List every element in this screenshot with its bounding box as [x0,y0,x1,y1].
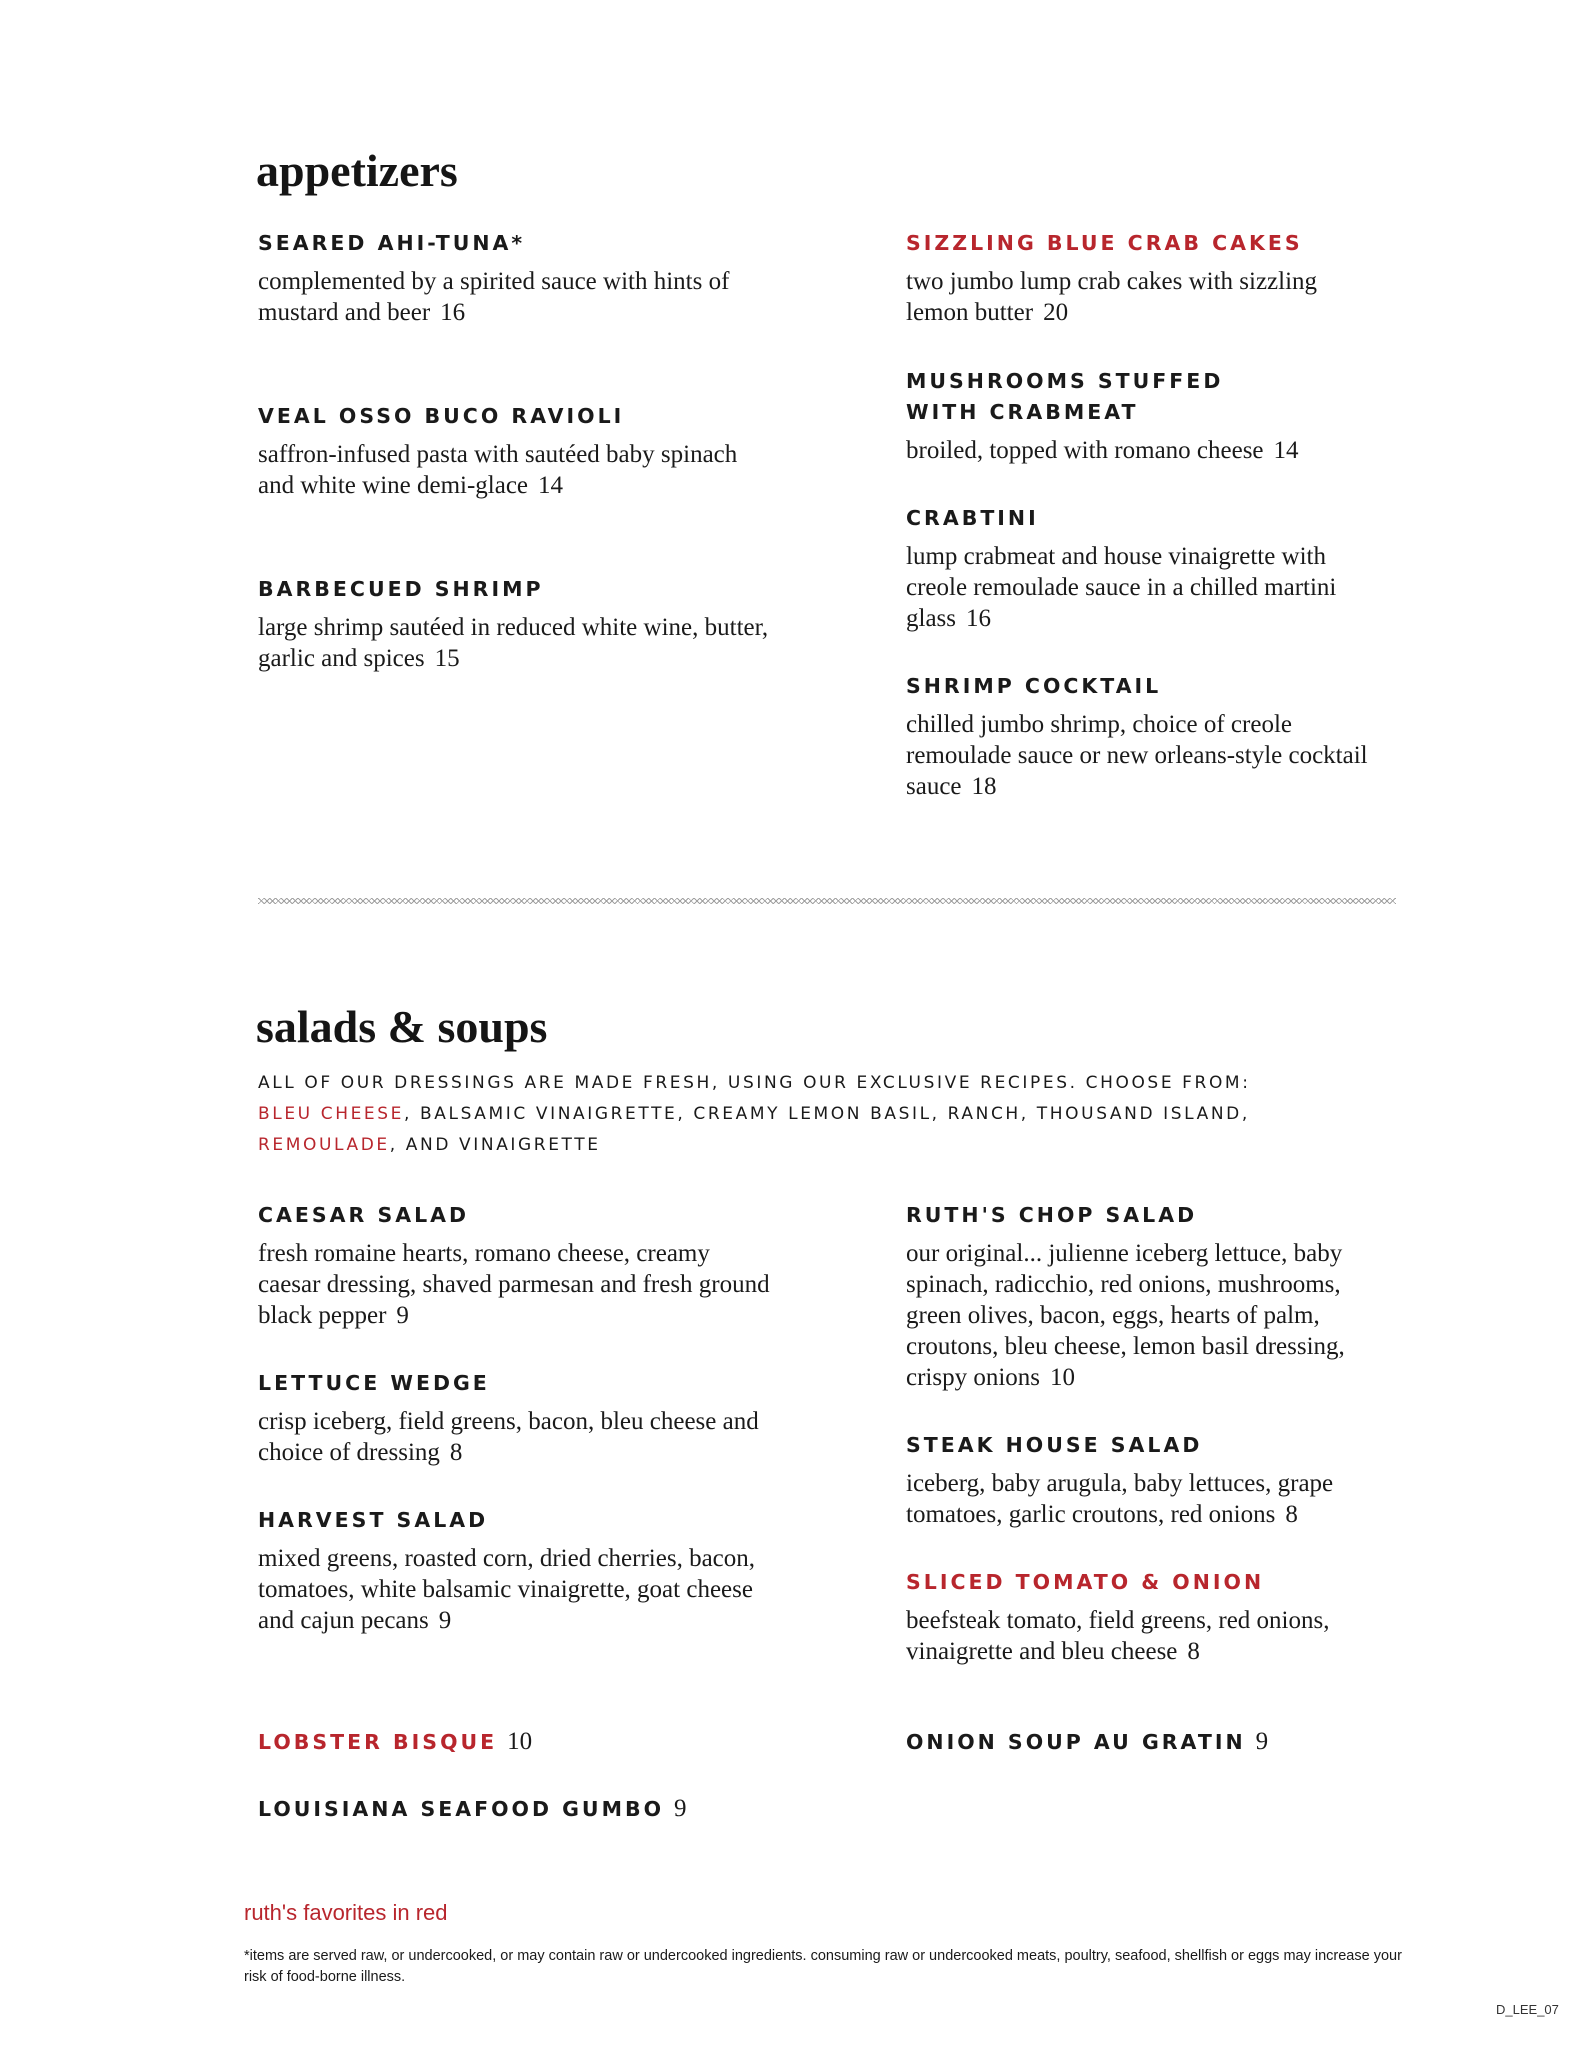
dressing-list-end: , AND VINAIGRETTE [389,1135,601,1155]
item-desc-text: complemented by a spirited sauce with hints of mustard and beer [258,268,730,326]
item-desc-text: chilled jumbo shrimp, choice of creole remoulade sauce or new orleans-style cocktail sauce [906,711,1368,800]
item-desc-text: iceberg, baby arugula, baby lettuces, grape tomatoes, garlic croutons, red onions [906,1470,1334,1528]
item-name: RUTH'S CHOP SALAD [906,1203,1198,1227]
menu-item-barbecued-shrimp [258,574,778,674]
item-desc-text: our original... julienne iceberg lettuce, baby spinach, radicchio, red onions, mushrooms, green olives, bacon, eggs, hearts of palm, croutons, bleu cheese, lemon basil dressing, crispy onions [906,1240,1345,1391]
menu-item-shrimp-cocktail [906,671,1376,802]
menu-item-steak-house-salad [906,1430,1394,1530]
menu-item-mushrooms-stuffed [906,366,1299,466]
item-description [906,1468,1394,1530]
menu-item-sizzling-blue-crab-cakes [906,228,1376,328]
item-desc-text: broiled, topped with romano cheese [906,437,1264,464]
item-desc-text: two jumbo lump crab cakes with sizzling lemon butter [906,268,1318,326]
item-name: VEAL OSSO BUCO RAVIOLI [258,404,625,428]
item-name: CAESAR SALAD [258,1203,470,1227]
item-description [258,1543,778,1636]
item-price: 9 [1255,1728,1269,1755]
item-description [906,435,1426,466]
item-desc-text: mixed greens, roasted corn, dried cherries, bacon, tomatoes, white balsamic vinaigrette, goat cheese and cajun pecans [258,1545,756,1634]
dressing-remoulade: REMOULADE [258,1135,390,1155]
soup-name: LOBSTER BISQUE [258,1730,498,1754]
item-desc-text: beefsteak tomato, field greens, red onions, vinaigrette and bleu cheese [906,1607,1330,1665]
menu-item-seafood-gumbo [258,1793,687,1825]
favorites-note: ruth's favorites in red [244,1900,448,1925]
menu-item-caesar-salad [258,1200,778,1331]
dressing-bleu-cheese: BLEU CHEESE [258,1104,404,1124]
item-price: 9 [396,1302,409,1329]
menu-item-veal-osso-buco-ravioli [258,401,778,501]
menu-item-sliced-tomato-onion [906,1567,1394,1667]
item-price: 8 [449,1439,463,1466]
item-description [258,612,778,674]
menu-item-lobster-bisque [258,1726,532,1758]
item-name: SIZZLING BLUE CRAB CAKES [906,231,1303,255]
section-title-appetizers: appetizers [256,145,458,196]
item-price: 9 [674,1795,687,1822]
menu-item-harvest-salad [258,1505,778,1636]
raw-food-disclaimer: *items are served raw, or undercooked, or may contain raw or undercooked ingredients. consuming raw or undercooked meats, poultry, seafood, shellfish or eggs may increase your risk of food-borne illness. [244,1948,1402,1985]
item-name: HARVEST SALAD [258,1508,489,1532]
menu-item-ruths-chop-salad [906,1200,1394,1393]
item-description [258,1406,778,1468]
section-title-salads-soups: salads & soups [256,1001,548,1052]
item-name: CRABTINI [906,506,1039,530]
dressing-intro: ALL OF OUR DRESSINGS ARE MADE FRESH, USING OUR EXCLUSIVE RECIPES. CHOOSE FROM: [258,1073,1251,1093]
item-description [906,1605,1394,1667]
item-price: 18 [971,773,997,800]
item-desc-text: fresh romaine hearts, romano cheese, creamy caesar dressing, shaved parmesan and fresh ground black pepper [258,1240,770,1329]
item-price: 14 [1273,437,1299,464]
item-name: MUSHROOMS STUFFED WITH CRABMEAT [906,369,1224,424]
menu-item-seared-ahi-tuna [258,228,778,328]
item-price: 14 [538,472,564,499]
item-price: 9 [438,1607,452,1634]
item-price: 10 [507,1728,533,1755]
item-name: SLICED TOMATO & ONION [906,1570,1265,1594]
soup-name: ONION SOUP AU GRATIN [906,1730,1246,1754]
item-desc-text: large shrimp sautéed in reduced white wine, butter, garlic and spices [258,614,769,672]
item-name [906,1726,1268,1758]
item-name: STEAK HOUSE SALAD [906,1433,1203,1457]
item-description [906,709,1376,802]
item-desc-text: lump crabmeat and house vinaigrette with creole remoulade sauce in a chilled martini glass [906,543,1337,632]
item-price: 16 [440,299,466,326]
item-price: 10 [1050,1364,1076,1391]
item-description [906,1238,1394,1393]
item-name [258,1793,687,1825]
item-description [258,439,778,501]
item-description [258,266,778,328]
section-divider [258,898,1396,904]
item-description [906,266,1376,328]
item-price: 15 [434,645,460,672]
item-price: 20 [1043,299,1069,326]
menu-item-crabtini [906,503,1376,634]
item-desc-text: saffron-infused pasta with sautéed baby spinach and white wine demi-glace [258,441,738,499]
item-name: BARBECUED SHRIMP [258,577,544,601]
item-price: 8 [1285,1501,1298,1528]
dressing-list-middle: , BALSAMIC VINAIGRETTE, CREAMY LEMON BASIL, RANCH, THOUSAND ISLAND, [404,1104,1250,1124]
dressings-note [258,1068,1408,1161]
item-name [258,1726,532,1758]
document-code: D_LEE_07 [1496,2002,1559,2017]
item-name: SHRIMP COCKTAIL [906,674,1162,698]
item-desc-text: crisp iceberg, field greens, bacon, bleu cheese and choice of dressing [258,1408,759,1466]
item-name: SEARED AHI-TUNA* [258,231,526,255]
item-price: 16 [966,605,991,632]
menu-item-lettuce-wedge [258,1368,778,1468]
menu-item-onion-soup [906,1726,1268,1758]
item-name: LETTUCE WEDGE [258,1371,490,1395]
soup-name: LOUISIANA SEAFOOD GUMBO [258,1797,665,1821]
item-price: 8 [1187,1638,1200,1665]
item-description [258,1238,778,1331]
item-description [906,541,1376,634]
